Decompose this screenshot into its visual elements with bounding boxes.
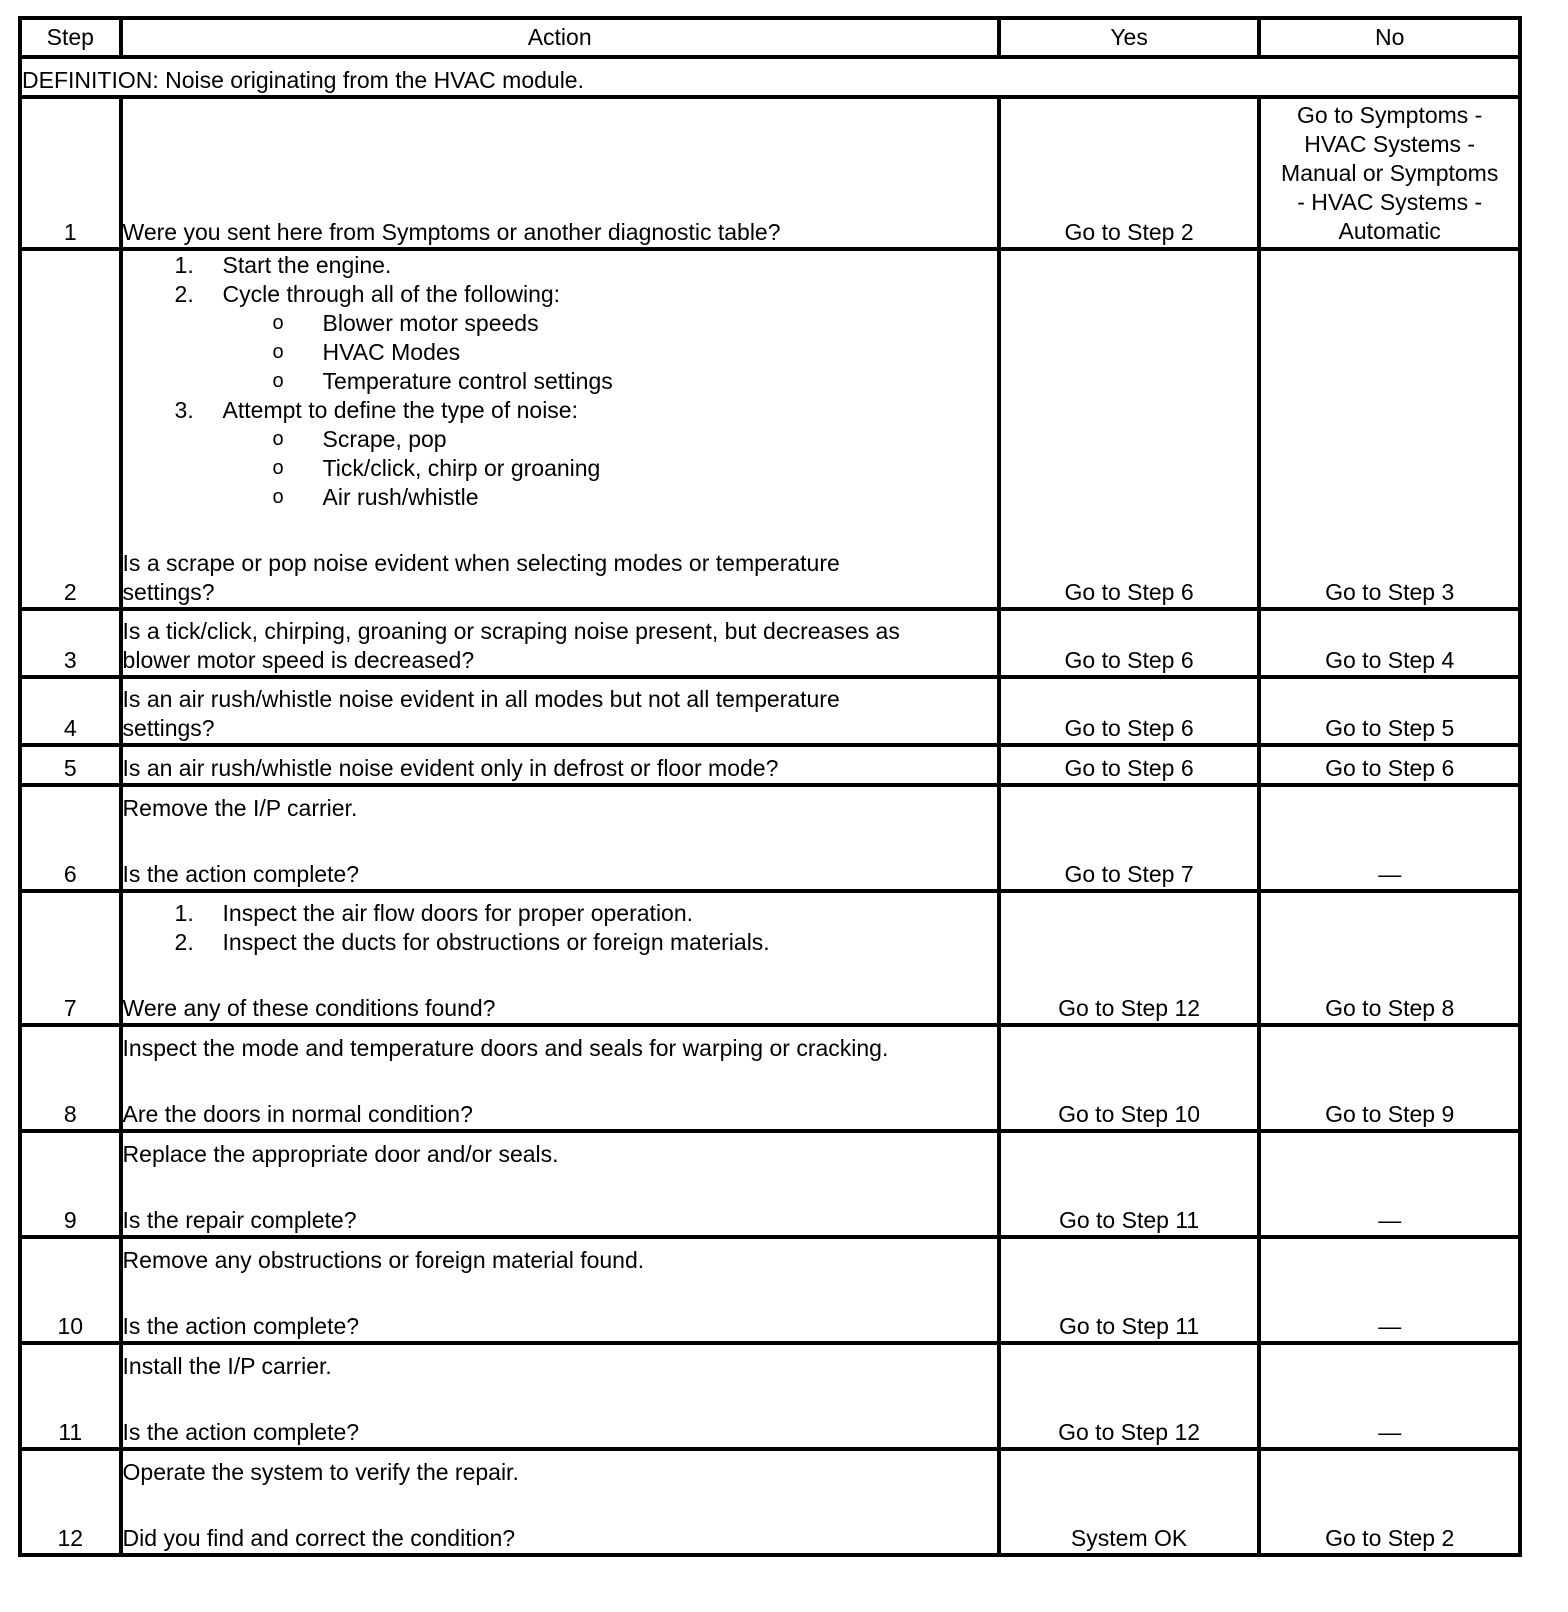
yes-result: Go to Step 11 bbox=[999, 1131, 1260, 1237]
list-text: Inspect the air flow doors for proper operation. bbox=[222, 900, 694, 926]
instruction-text: Remove the I/P carrier. bbox=[122, 795, 358, 821]
no-line: HVAC Systems - bbox=[1304, 131, 1476, 157]
table-row bbox=[20, 891, 1520, 1025]
yes-result: Go to Step 12 bbox=[999, 1343, 1260, 1449]
header-row bbox=[20, 18, 1520, 57]
step-number: 7 bbox=[20, 891, 121, 1025]
sub-item bbox=[223, 309, 997, 338]
table-row bbox=[20, 1237, 1520, 1343]
action-cell bbox=[121, 609, 999, 677]
yes-result: Go to Step 7 bbox=[999, 785, 1260, 891]
instruction-text: Install the I/P carrier. bbox=[122, 1353, 332, 1379]
question-text: Is an air rush/whistle noise evident only in defrost or floor mode? bbox=[122, 755, 779, 781]
header-step: Step bbox=[20, 18, 121, 57]
no-result: — bbox=[1259, 1343, 1520, 1449]
header-action: Action bbox=[121, 18, 999, 57]
action-cell bbox=[121, 249, 999, 609]
action-cell bbox=[121, 1449, 999, 1555]
step-number: 4 bbox=[20, 677, 121, 745]
question-line: blower motor speed is decreased? bbox=[122, 647, 475, 673]
bullet-marker: o bbox=[272, 370, 284, 392]
yes-result: Go to Step 12 bbox=[999, 891, 1260, 1025]
no-result: — bbox=[1259, 1131, 1520, 1237]
question-text: Is the action complete? bbox=[122, 1419, 360, 1445]
step-number: 12 bbox=[20, 1449, 121, 1555]
list-text: Cycle through all of the following: bbox=[222, 281, 561, 307]
action-cell bbox=[121, 1131, 999, 1237]
sub-list bbox=[223, 309, 997, 396]
instruction-list bbox=[123, 899, 997, 957]
table-row bbox=[20, 1025, 1520, 1131]
no-line: Automatic bbox=[1338, 218, 1441, 244]
sub-text: Temperature control settings bbox=[322, 368, 613, 394]
question-line: Is an air rush/whistle noise evident in all modes but not all temperature bbox=[122, 686, 840, 712]
sub-item bbox=[223, 483, 997, 512]
diagnostic-table bbox=[18, 16, 1522, 1557]
definition-row bbox=[20, 57, 1520, 97]
bullet-marker: o bbox=[272, 457, 284, 479]
bullet-marker: o bbox=[272, 312, 284, 334]
no-result: — bbox=[1259, 1237, 1520, 1343]
sub-item bbox=[223, 425, 997, 454]
table-row bbox=[20, 1131, 1520, 1237]
action-cell bbox=[121, 785, 999, 891]
bullet-marker: o bbox=[272, 341, 284, 363]
list-number: 3. bbox=[174, 397, 194, 423]
action-cell bbox=[121, 745, 999, 785]
sub-item bbox=[223, 338, 997, 367]
list-text: Attempt to define the type of noise: bbox=[222, 397, 578, 423]
question-text: Did you find and correct the condition? bbox=[122, 1525, 516, 1551]
no-result: — bbox=[1259, 785, 1520, 891]
step-number: 2 bbox=[20, 249, 121, 609]
list-number: 2. bbox=[174, 929, 194, 955]
bullet-marker: o bbox=[272, 428, 284, 450]
table-row bbox=[20, 609, 1520, 677]
yes-result: Go to Step 10 bbox=[999, 1025, 1260, 1131]
no-line: - HVAC Systems - bbox=[1297, 189, 1483, 215]
question-text: Are the doors in normal condition? bbox=[122, 1101, 473, 1127]
no-result: Go to Step 5 bbox=[1259, 677, 1520, 745]
instruction-text: Inspect the mode and temperature doors and seals for warping or cracking. bbox=[122, 1035, 889, 1061]
yes-result: Go to Step 6 bbox=[999, 677, 1260, 745]
instruction-text: Remove any obstructions or foreign material found. bbox=[122, 1247, 645, 1273]
step-number: 8 bbox=[20, 1025, 121, 1131]
no-result bbox=[1259, 97, 1520, 249]
instruction-list bbox=[123, 251, 997, 512]
no-line: Manual or Symptoms bbox=[1281, 160, 1499, 186]
sub-text: HVAC Modes bbox=[322, 339, 461, 365]
list-item bbox=[123, 251, 997, 280]
sub-text: Blower motor speeds bbox=[322, 310, 539, 336]
yes-result: Go to Step 6 bbox=[999, 249, 1260, 609]
table-row bbox=[20, 249, 1520, 609]
action-cell bbox=[121, 1237, 999, 1343]
yes-result: Go to Step 6 bbox=[999, 609, 1260, 677]
table-row bbox=[20, 1343, 1520, 1449]
question-text: Were any of these conditions found? bbox=[122, 995, 496, 1021]
sub-item bbox=[223, 367, 997, 396]
yes-result: Go to Step 2 bbox=[999, 97, 1260, 249]
question-text: Is the repair complete? bbox=[122, 1207, 357, 1233]
no-line: Go to Symptoms - bbox=[1297, 102, 1483, 128]
no-result: Go to Step 8 bbox=[1259, 891, 1520, 1025]
instruction-text: Replace the appropriate door and/or seals. bbox=[122, 1141, 559, 1167]
list-item bbox=[123, 280, 997, 396]
list-item bbox=[123, 396, 997, 512]
table-row bbox=[20, 745, 1520, 785]
instruction-text: Operate the system to verify the repair. bbox=[122, 1459, 519, 1485]
step-number: 5 bbox=[20, 745, 121, 785]
step-number: 3 bbox=[20, 609, 121, 677]
sub-text: Tick/click, chirp or groaning bbox=[322, 455, 601, 481]
yes-result: Go to Step 11 bbox=[999, 1237, 1260, 1343]
table-row bbox=[20, 97, 1520, 249]
no-result: Go to Step 6 bbox=[1259, 745, 1520, 785]
action-cell bbox=[121, 1343, 999, 1449]
list-number: 1. bbox=[174, 900, 194, 926]
step-number: 1 bbox=[20, 97, 121, 249]
sub-item bbox=[223, 454, 997, 483]
table-row bbox=[20, 1449, 1520, 1555]
header-no: No bbox=[1259, 18, 1520, 57]
yes-result: Go to Step 6 bbox=[999, 745, 1260, 785]
step-number: 10 bbox=[20, 1237, 121, 1343]
sub-list bbox=[223, 425, 997, 512]
question-text: Is the action complete? bbox=[122, 1313, 360, 1339]
no-result: Go to Step 3 bbox=[1259, 249, 1520, 609]
sub-text: Scrape, pop bbox=[322, 426, 447, 452]
sub-text: Air rush/whistle bbox=[322, 484, 479, 510]
list-text: Start the engine. bbox=[222, 252, 392, 278]
question-line: Is a tick/click, chirping, groaning or scraping noise present, but decreases as bbox=[122, 618, 900, 644]
table-row bbox=[20, 677, 1520, 745]
question-line: settings? bbox=[122, 715, 215, 741]
question-line: Is a scrape or pop noise evident when selecting modes or temperature bbox=[122, 550, 840, 576]
action-cell bbox=[121, 97, 999, 249]
bullet-marker: o bbox=[272, 486, 284, 508]
question-text: Were you sent here from Symptoms or another diagnostic table? bbox=[122, 219, 781, 245]
list-number: 2. bbox=[174, 281, 194, 307]
list-item bbox=[123, 928, 997, 957]
step-number: 6 bbox=[20, 785, 121, 891]
action-cell bbox=[121, 891, 999, 1025]
definition-text: DEFINITION: Noise originating from the HVAC module. bbox=[20, 57, 1520, 97]
question-text bbox=[123, 549, 997, 607]
action-cell bbox=[121, 677, 999, 745]
step-number: 9 bbox=[20, 1131, 121, 1237]
step-number: 11 bbox=[20, 1343, 121, 1449]
no-result: Go to Step 4 bbox=[1259, 609, 1520, 677]
yes-result: System OK bbox=[999, 1449, 1260, 1555]
header-yes: Yes bbox=[999, 18, 1260, 57]
action-cell bbox=[121, 1025, 999, 1131]
table-row bbox=[20, 785, 1520, 891]
question-text: Is the action complete? bbox=[122, 861, 360, 887]
no-result: Go to Step 2 bbox=[1259, 1449, 1520, 1555]
list-number: 1. bbox=[174, 252, 194, 278]
list-item bbox=[123, 899, 997, 928]
list-text: Inspect the ducts for obstructions or foreign materials. bbox=[222, 929, 770, 955]
question-line: settings? bbox=[122, 579, 215, 605]
no-result: Go to Step 9 bbox=[1259, 1025, 1520, 1131]
